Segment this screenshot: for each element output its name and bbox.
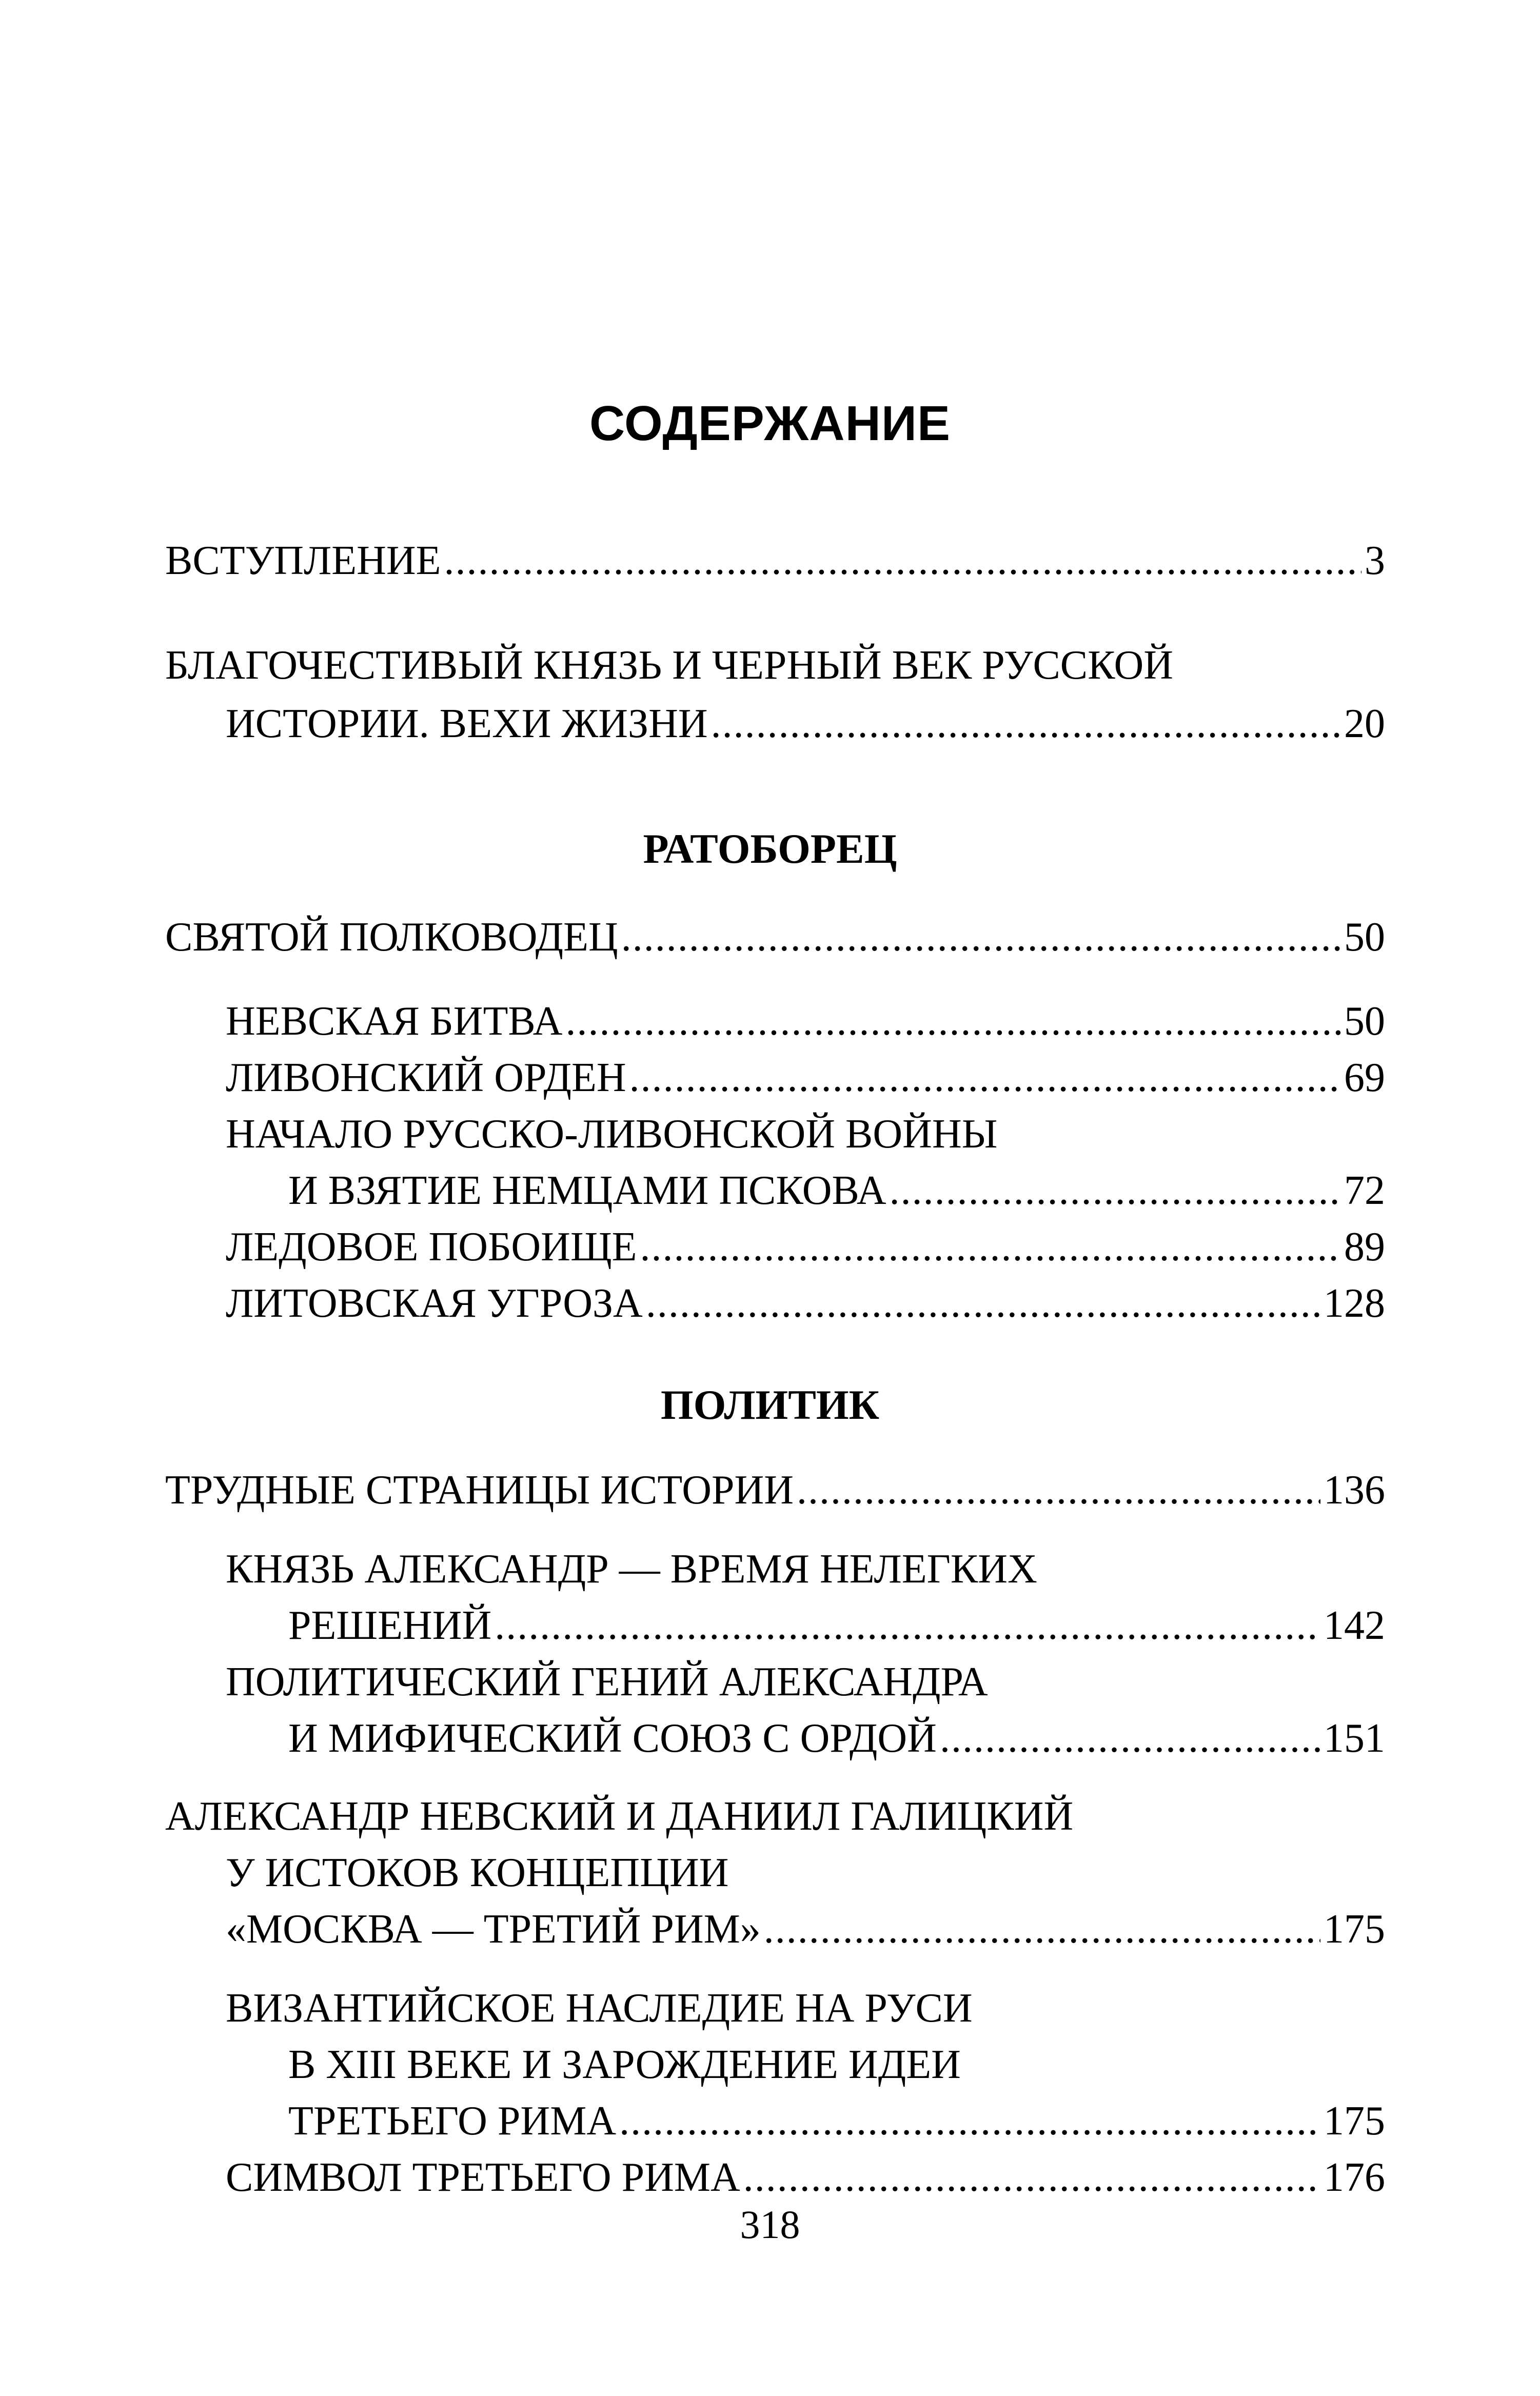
page-title: СОДЕРЖАНИЕ — [589, 396, 951, 451]
section-heading-politik: ПОЛИТИК — [660, 1381, 880, 1428]
leader-dots — [444, 538, 1361, 584]
toc-entry-title: ВСТУПЛЕНИЕ — [165, 538, 441, 583]
leader-dots — [621, 914, 1341, 960]
toc-entry-vizant-line1[interactable]: ВИЗАНТИЙСКОЕ НАСЛЕДИЕ НА РУСИ — [226, 1986, 973, 2031]
leader-dots — [566, 998, 1341, 1044]
toc-page-number: 176 — [1324, 2155, 1385, 2200]
toc-entry-title: НЕВСКАЯ БИТВА — [226, 999, 563, 1044]
toc-entry-knyaz-line1[interactable]: КНЯЗЬ АЛЕКСАНДР — ВРЕМЯ НЕЛЕГКИХ — [226, 1547, 1037, 1592]
toc-entry-title: ЛЕДОВОЕ ПОБОИЩЕ — [226, 1224, 637, 1270]
toc-entry-title: «МОСКВА — ТРЕТИЙ РИМ» — [226, 1907, 761, 1952]
toc-entry-aleksandr[interactable] — [226, 1906, 1385, 1952]
toc-page-number: 175 — [1324, 2098, 1385, 2144]
toc-entry-knyaz[interactable] — [288, 1602, 1385, 1649]
toc-page-number: 175 — [1324, 1907, 1385, 1952]
toc-entry-geniy[interactable] — [288, 1715, 1385, 1761]
toc-entry-title: И МИФИЧЕСКИЙ СОЮЗ С ОРДОЙ — [288, 1716, 937, 1761]
leader-dots — [646, 1280, 1320, 1326]
toc-page-number: 69 — [1344, 1055, 1385, 1100]
toc-page-number: 72 — [1344, 1168, 1385, 1213]
toc-page-number: 151 — [1324, 1716, 1385, 1761]
leader-dots — [797, 1467, 1320, 1513]
toc-entry-ledovoe[interactable] — [226, 1224, 1385, 1270]
toc-entry-svyatoy[interactable] — [165, 914, 1385, 960]
toc-entry-title: СИМВОЛ ТРЕТЬЕГО РИМА — [226, 2155, 740, 2200]
toc-entry-title: И ВЗЯТИЕ НЕМЦАМИ ПСКОВА — [288, 1168, 886, 1213]
toc-entry-geniy-line1[interactable]: ПОЛИТИЧЕСКИЙ ГЕНИЙ АЛЕКСАНДРА — [226, 1659, 988, 1705]
toc-entry-trudnye[interactable] — [165, 1467, 1385, 1513]
leader-dots — [711, 701, 1341, 747]
toc-entry-simvol[interactable] — [226, 2154, 1385, 2201]
toc-page-number: 3 — [1365, 538, 1385, 583]
section-heading-ratoborets: РАТОБОРЕЦ — [643, 825, 897, 872]
toc-entry-vizant[interactable] — [288, 2098, 1385, 2144]
toc-entry-title: ЛИВОНСКИЙ ОРДЕН — [226, 1055, 626, 1100]
toc-entry-blag[interactable] — [226, 701, 1385, 747]
page-number-footer: 318 — [740, 2202, 800, 2247]
toc-page-number: 50 — [1344, 915, 1385, 960]
leader-dots — [940, 1715, 1320, 1761]
toc-entry-title: ЛИТОВСКАЯ УГРОЗА — [226, 1281, 643, 1326]
toc-entry-title: ТРЕТЬЕГО РИМА — [288, 2098, 617, 2144]
toc-page-number: 128 — [1324, 1281, 1385, 1326]
toc-page-number: 20 — [1344, 701, 1385, 746]
toc-entry-aleksandr-line1[interactable]: АЛЕКСАНДР НЕВСКИЙ И ДАНИИЛ ГАЛИЦКИЙ — [165, 1794, 1074, 1839]
toc-entry-nevskaya[interactable] — [226, 998, 1385, 1044]
leader-dots — [495, 1602, 1320, 1649]
leader-dots — [629, 1055, 1341, 1101]
leader-dots — [619, 2098, 1320, 2144]
toc-entry-title: ТРУДНЫЕ СТРАНИЦЫ ИСТОРИИ — [165, 1468, 794, 1513]
toc-entry-nachalo[interactable] — [288, 1167, 1385, 1214]
toc-entry-intro[interactable] — [165, 538, 1385, 584]
toc-entry-title: РЕШЕНИЙ — [288, 1603, 492, 1648]
toc-entry-litovskaya[interactable] — [226, 1280, 1385, 1326]
toc-entry-title: СВЯТОЙ ПОЛКОВОДЕЦ — [165, 915, 618, 960]
toc-entry-aleksandr-line2[interactable]: У ИСТОКОВ КОНЦЕПЦИИ — [226, 1850, 729, 1895]
toc-entry-vizant-line2[interactable]: В XIII ВЕКЕ И ЗАРОЖДЕНИЕ ИДЕИ — [288, 2042, 961, 2087]
toc-page-number: 50 — [1344, 999, 1385, 1044]
toc-page-number: 136 — [1324, 1468, 1385, 1513]
toc-entry-nachalo-line1[interactable]: НАЧАЛО РУССКО-ЛИВОНСКОЙ ВОЙНЫ — [226, 1112, 998, 1157]
toc-entry-livonskiy[interactable] — [226, 1055, 1385, 1101]
leader-dots — [890, 1167, 1341, 1214]
toc-page-number: 142 — [1324, 1603, 1385, 1648]
toc-entry-title: ИСТОРИИ. ВЕХИ ЖИЗНИ — [226, 701, 708, 746]
toc-entry-blag-line1[interactable]: БЛАГОЧЕСТИВЫЙ КНЯЗЬ И ЧЕРНЫЙ ВЕК РУССКОЙ — [165, 643, 1174, 688]
leader-dots — [764, 1906, 1320, 1952]
leader-dots — [640, 1224, 1341, 1270]
leader-dots — [743, 2154, 1320, 2201]
toc-page-number: 89 — [1344, 1224, 1385, 1270]
